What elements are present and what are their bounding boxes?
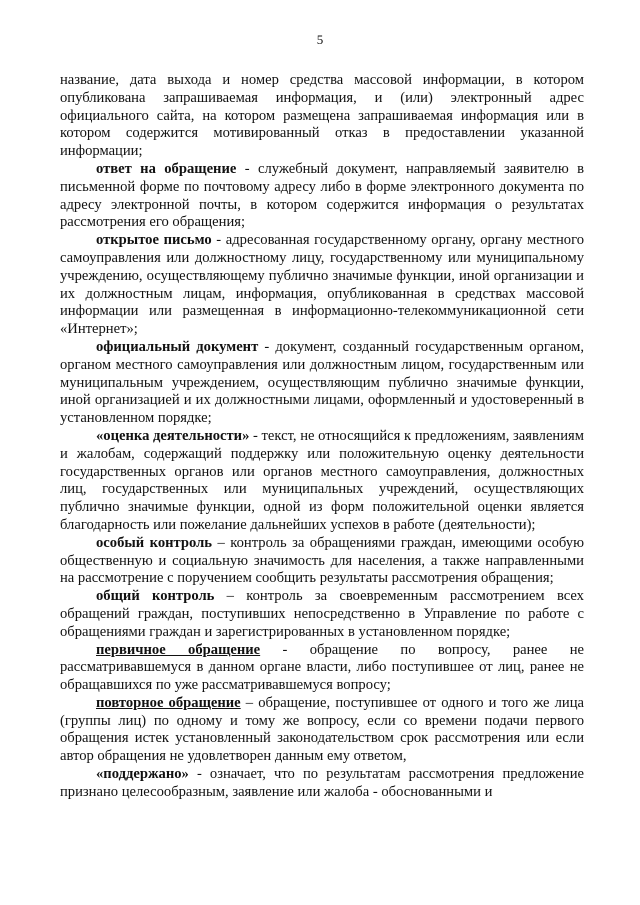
definition-podderzhano [60, 766, 584, 802]
definition-term: ответ на обращение [96, 160, 237, 177]
definition-povtornoe-obrashchenie [60, 695, 584, 766]
definition-text: - означает, что по результатам рассмотрения предложение признано целесообразным, заявление или жалоба - обоснованными и [60, 766, 584, 800]
definition-term: общий контроль [96, 588, 215, 605]
definition-pervichnoe-obrashchenie [60, 642, 584, 695]
intro-paragraph: название, дата выхода и номер средства массовой информации, в котором опубликована запрашиваемая информация, и (или) электронный адрес официального сайта, на котором размещена запрашиваемая информация или в котором содержится мотивированный отказ в предоставлении указанной информации; [60, 72, 584, 160]
document-body [60, 72, 584, 802]
definition-ocenka-deyatelnosti [60, 428, 584, 535]
definition-term: особый контроль [96, 534, 213, 551]
definition-obshchij-kontrol [60, 588, 584, 641]
definition-text: - адресованная государственному органу, органу местного самоуправления или должностному лицу, государственному или муниципальному учреждению, осуществляющему публично значимые функции, иной организации и их должностным лицам, информация, опубликованная в средствах массовой информации или размещенная в информационно-телекоммуникационной сети «Интернет»; [60, 232, 584, 338]
definition-term: официальный документ [96, 338, 259, 355]
page-number: 5 [316, 32, 324, 47]
definition-text: – контроль за своевременным рассмотрением всех обращений граждан, поступивших непосредственно в Управление по работе с обращениями граждан и зарегистрированных в установленном порядке; [60, 588, 584, 640]
definition-term: «оценка деятельности» [96, 427, 250, 444]
definition-term: «поддержано» [96, 766, 189, 783]
definition-term: открытое письмо [96, 232, 212, 249]
definition-term: первичное обращение [96, 641, 261, 658]
definition-oficialnyj-dokument [60, 339, 584, 428]
definition-otkrytoe-pismo [60, 232, 584, 339]
definition-term: повторное обращение [96, 694, 241, 711]
definition-text: - текст, не относящийся к предложениям, заявлениям и жалобам, содержащий поддержку или положительную оценку деятельности государственных органов или органов местного самоуправления, должностных лиц, государственных или муниципальных учреждений, осуществляющих публично значимые функции, одной из форм положительной оценки является благодарность или пожелание дальнейших успехов в работе (деятельности); [60, 427, 584, 533]
definition-otvet-na-obrashchenie [60, 161, 584, 232]
definition-text: - служебный документ, направляемый заявителю в письменной форме по почтовому адресу либо в форме электронного документа по адресу электронной почты, в котором содержится информация о результатах рассмотрения его обращения; [60, 160, 584, 231]
definition-text: – контроль за обращениями граждан, имеющими особую общественную и социальную значимость для населения, а также направленными на рассмотрение с поручением сообщить результаты рассмотрения обращения; [60, 534, 584, 587]
definition-text: - документ, созданный государственным органом, органом местного самоуправления или должностным лицом, государственным или муниципальным учреждением, осуществляющим публично значимые функции, иной организацией и их должностными лицами, оформленный и удостоверенный в установленном порядке; [60, 338, 584, 427]
definition-osobyj-kontrol [60, 535, 584, 588]
definition-text: – обращение, поступившее от одного и того же лица (группы лиц) по одному и тому же вопросу, если со времени подачи первого обращения истек установленный законодательством срок рассмотрения или если автор обращения не удовлетворен данным ему ответом, [60, 694, 584, 765]
definition-text: - обращение по вопросу, ранее не рассматривавшемуся в данном органе власти, либо поступившее от лиц, ранее не обращавшихся по уже рассматривавшемуся вопросу; [60, 641, 584, 694]
